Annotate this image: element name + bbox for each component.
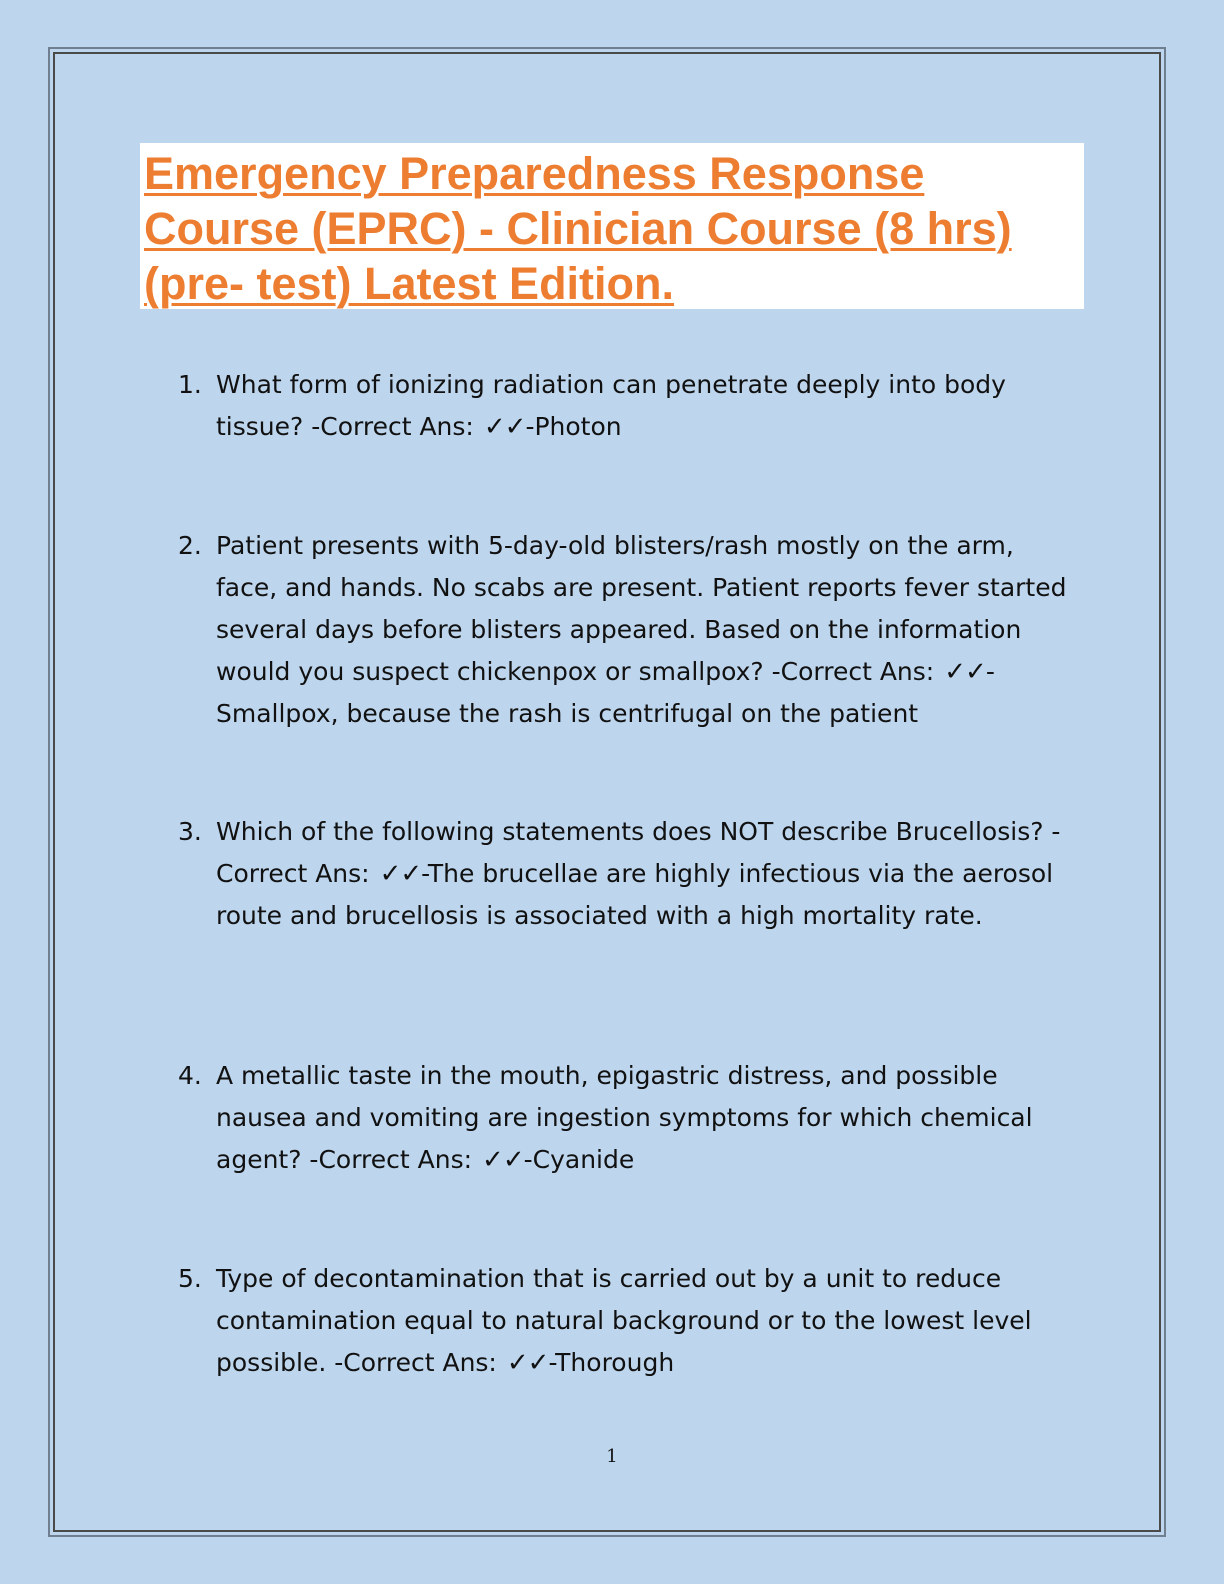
page-number: 1 [606,1446,618,1467]
double-check-icon: ✓✓ [944,657,986,687]
question-text: Which of the following statements does NOT describe Brucellosis? -Correct Ans: [216,817,1061,888]
answer-text: -Photon [525,412,622,441]
question-number: 2. [178,531,202,560]
question-body [216,1055,1078,1181]
question-item-4 [178,1055,1078,1181]
question-item-1 [178,364,1078,448]
question-number: 3. [178,817,202,846]
double-check-icon: ✓✓ [482,1145,524,1175]
question-number: 5. [178,1264,202,1293]
answer-text: -The brucellae are highly infectious via the aerosol route and brucellosis is associated with a high mortality rate. [216,859,1054,930]
question-item-5 [178,1258,1078,1384]
question-text: Type of decontamination that is carried out by a unit to reduce contamination equal to natural background or to the lowest level possible. -Correct Ans: [216,1264,1032,1377]
document-title: Emergency Preparedness Response Course (EPRC) - Clinician Course (8 hrs) (pre- test) Latest Edition. [144,148,1012,309]
question-body [216,811,1078,937]
answer-text: -Thorough [548,1348,675,1377]
question-item-3 [178,811,1078,937]
question-item-2 [178,525,1078,735]
answer-text: -Smallpox, because the rash is centrifugal on the patient [216,657,995,728]
question-text: A metallic taste in the mouth, epigastric distress, and possible nausea and vomiting are ingestion symptoms for which chemical agent? -Correct Ans: [216,1061,1033,1174]
question-number: 4. [178,1061,202,1090]
answer-text: -Cyanide [523,1145,635,1174]
double-check-icon: ✓✓ [379,859,422,889]
question-text: What form of ionizing radiation can penetrate deeply into body tissue? -Correct Ans: [216,370,1006,441]
double-check-icon: ✓✓ [483,412,526,442]
question-body [216,525,1078,735]
question-body [216,364,1078,448]
double-check-icon: ✓✓ [506,1348,549,1378]
question-text: Patient presents with 5-day-old blisters/rash mostly on the arm, face, and hands. No scabs are present. Patient reports fever started several days before blisters appeared. Based on the information would you suspect chickenpox or smallpox? -Correct Ans: [216,531,1067,686]
question-number: 1. [178,370,202,399]
question-body [216,1258,1078,1384]
